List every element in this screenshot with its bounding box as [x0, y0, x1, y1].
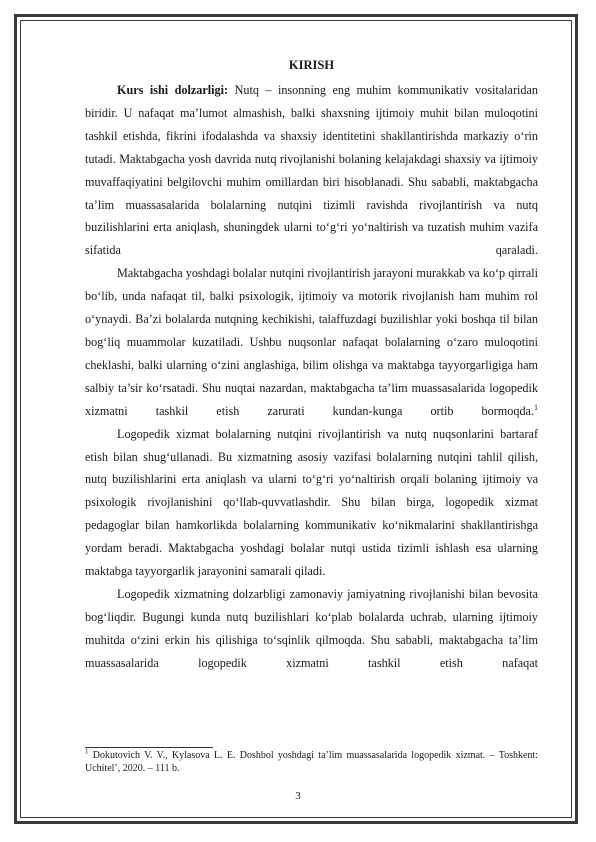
page-number: 3: [295, 790, 301, 802]
paragraph-text: Nutq – insonning eng muhim kommunikativ vositalaridan biridir. U nafaqat ma’lumot almashish, balki shaxsning ijtimoiy muhit bilan muloqotini tashkil etishda, fikrini ifodalashda va shaxsiy identitetini shakllantirishda markaziy o‘rin tutadi. Maktabgacha yosh davrida nutq rivojlanishi bolaning kelajakdagi shaxsiy va ijtimoiy muvaffaqiyatini belgilovchi muhim omillardan biri hisoblanadi. Shu sababli, maktabgacha ta’lim muassasalarida bolalarning nutqini tizimli ravishda rivojlantirish va nutq buzilishlarini erta aniqlash, shuningdek ularni to‘g‘ri yo‘naltirish va tuzatish muhim vazifa sifatida qaraladi.: [85, 83, 539, 258]
footnote: [85, 747, 538, 775]
section-title: KIRISH: [288, 58, 335, 72]
footnote-reference: 1: [534, 402, 538, 412]
paragraph-logopedic-service: Logopedik xizmat bolalarning nutqini rivojlantirish va nutq nuqsonlarini bartaraf etish bilan shug‘ullanadi. Bu xizmatning asosiy vazifasi bolalarning nutqini tahlil qilish, nutq buzilishlarini erta aniqlash va ularni to‘g‘ri yo‘naltirish orqali bolaning ijtimoiy va psixologik rivojlanishini qo‘llab-quvvatlashdir. Shu bilan birga, logopedik xizmat pedagoglar bilan hamkorlikda bolalarning kommunikativ ko‘nikmalarini shakllantirishga yordam beradi. Maktabgacha yoshdagi bolalar nutqi ustida tizimli ishlash esa ularning maktabga tayyorgarlik jarayonini samarali qiladi.: [85, 426, 538, 579]
footnote-number: 1: [85, 747, 89, 756]
paragraph-text: Maktabgacha yoshdagi bolalar nutqini rivojlantirish jarayoni murakkab va ko‘p qirrali bo‘lib, unda nafaqat til, balki psixologik, ijtimoiy va motorik rivojlanish ham muhim rol o‘ynaydi. Ba’zi bolalarda nutqning kechikishi, talaffuzdagi buzilishlar yoki boshqa til bilan bog‘liq muammolar kuzatiladi. Ushbu nuqsonlar nafaqat bolalarning o‘zaro muloqotini cheklashi, balki ularning o‘zini anglashiga, bilim olishga va maktabga tayyorgarligiga ham salbiy ta’sir ko‘rsatadi. Shu nuqtai nazardan, maktabgacha ta’lim muassasalarida logopedik xizmatni tashkil etish zarurati kundan-kunga ortib bormoqda.: [85, 266, 538, 418]
paragraph-development: [85, 262, 538, 422]
document-body: [85, 58, 538, 675]
footnote-text: Dokutovich V. V., Kylasova L. E. Doshbol yoshdagi ta’lim muassasalarida logopedik xizmat. – Toshkent: Uchitel’, 2020. – 111 b.: [85, 750, 538, 774]
paragraph-relevance: [85, 79, 538, 262]
paragraph-importance: Logopedik xizmatning dolzarbligi zamonaviy jamiyatning rivojlanishi bilan bevosita bog‘liqdir. Bugungi kunda nutq buzilishlari ko‘plab bolalarda uchrab, ularning ijtimoiy muhitda o‘zini erkin his qilishiga to‘sqinlik qilmoqda. Shu sababli, maktabgacha ta’lim muassasalarida logopedik xizmatni tashkil etish nafaqat: [85, 586, 538, 670]
footnote-divider: [85, 747, 213, 748]
paragraph-lead: Kurs ishi dolzarligi:: [117, 83, 229, 97]
